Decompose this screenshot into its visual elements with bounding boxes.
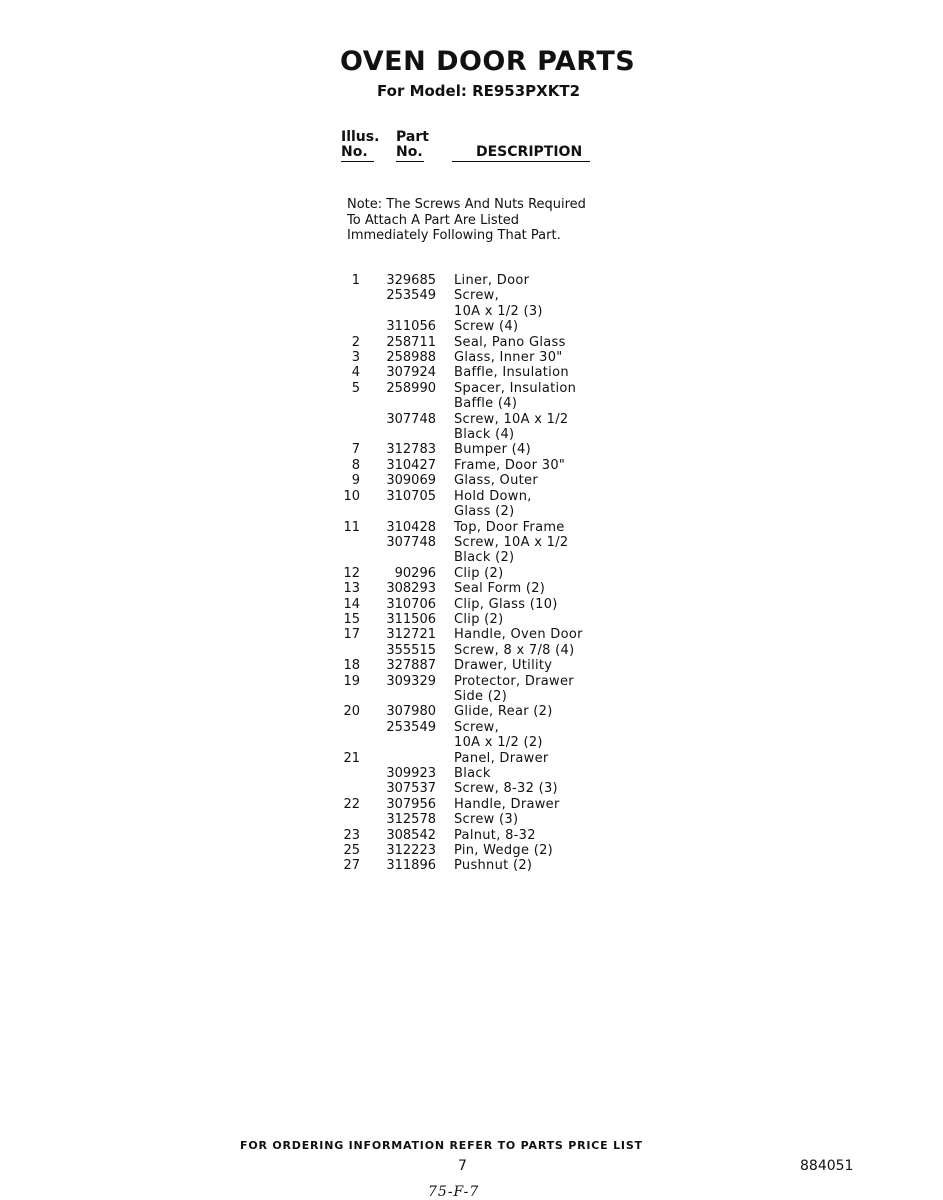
illus-number: 10 bbox=[343, 488, 360, 504]
illus-number: 13 bbox=[343, 581, 360, 597]
screws-note: Note: The Screws And Nuts Required To Attach A Part Are Listed Immediately Following That Part. bbox=[347, 197, 586, 243]
parts-row bbox=[340, 751, 583, 766]
part-description: Seal Form (2) bbox=[454, 581, 546, 597]
part-number: 307980 bbox=[386, 704, 436, 720]
parts-row bbox=[340, 458, 583, 473]
illus-number: 11 bbox=[343, 519, 360, 535]
part-header-line2: No. bbox=[396, 144, 423, 160]
illus-number: 25 bbox=[343, 843, 360, 859]
part-description: Top, Door Frame bbox=[454, 519, 565, 535]
part-header-line1: Part bbox=[396, 129, 429, 145]
part-description: Handle, Drawer bbox=[454, 796, 560, 812]
illus-number: 18 bbox=[343, 658, 360, 674]
parts-row bbox=[340, 288, 583, 319]
part-number: 308542 bbox=[386, 827, 436, 843]
parts-row bbox=[340, 627, 583, 642]
parts-row bbox=[340, 442, 583, 457]
part-number: 307748 bbox=[386, 534, 436, 550]
illus-number: 4 bbox=[351, 365, 360, 381]
illus-number: 3 bbox=[351, 350, 360, 366]
illus-number: 15 bbox=[343, 611, 360, 627]
part-number: 311506 bbox=[386, 611, 436, 627]
part-number: 310428 bbox=[386, 519, 436, 535]
illus-number: 14 bbox=[343, 596, 360, 612]
part-description: Panel, Drawer bbox=[454, 750, 549, 766]
parts-row bbox=[340, 658, 583, 673]
parts-row bbox=[340, 781, 583, 796]
illus-number bbox=[340, 812, 360, 827]
illus-header-line2: No. bbox=[341, 144, 368, 160]
part-number: 312223 bbox=[386, 843, 436, 859]
parts-row bbox=[340, 489, 583, 520]
parts-row bbox=[340, 797, 583, 812]
part-description: Screw (3) bbox=[454, 812, 519, 828]
part-description: Liner, Door bbox=[454, 273, 530, 288]
part-number: 312721 bbox=[386, 627, 436, 643]
part-description: Drawer, Utility bbox=[454, 658, 553, 674]
parts-row bbox=[340, 843, 583, 858]
illus-number bbox=[340, 535, 360, 566]
illus-number: 7 bbox=[351, 442, 360, 458]
header-underline-description bbox=[452, 161, 590, 162]
illus-number: 17 bbox=[343, 627, 360, 643]
illus-number: 22 bbox=[343, 796, 360, 812]
illus-number: 2 bbox=[351, 334, 360, 350]
parts-row bbox=[340, 473, 583, 488]
part-no-header bbox=[396, 130, 429, 160]
parts-row bbox=[340, 381, 583, 412]
part-description: Protector, Drawer Side (2) bbox=[454, 673, 574, 704]
part-description: Hold Down, Glass (2) bbox=[454, 488, 532, 520]
ordering-info: FOR ORDERING INFORMATION REFER TO PARTS PRICE LIST bbox=[240, 1139, 643, 1152]
part-number: 307748 bbox=[386, 411, 436, 427]
parts-row bbox=[340, 643, 583, 658]
parts-row bbox=[340, 335, 583, 350]
model-subtitle: For Model: RE953PXKT2 bbox=[377, 82, 581, 100]
illus-number bbox=[340, 319, 360, 334]
part-description: Pin, Wedge (2) bbox=[454, 843, 554, 859]
illus-number: 8 bbox=[351, 457, 360, 473]
illus-number bbox=[340, 720, 360, 751]
part-number: 312783 bbox=[386, 442, 436, 458]
part-number: 253549 bbox=[386, 719, 436, 735]
part-number: 311896 bbox=[386, 858, 436, 874]
illus-number: 21 bbox=[343, 750, 360, 766]
parts-row bbox=[340, 319, 583, 334]
parts-row bbox=[340, 365, 583, 380]
part-description: Glass, Inner 30" bbox=[454, 350, 563, 366]
part-number: 310706 bbox=[386, 596, 436, 612]
parts-row bbox=[340, 828, 583, 843]
part-description: Screw, 8 x 7/8 (4) bbox=[454, 642, 575, 658]
part-number: 307924 bbox=[386, 365, 436, 381]
parts-row bbox=[340, 520, 583, 535]
part-number: 258988 bbox=[386, 350, 436, 366]
parts-row bbox=[340, 412, 583, 443]
parts-list bbox=[340, 273, 583, 874]
document-number: 884051 bbox=[800, 1158, 854, 1174]
part-description: Palnut, 8-32 bbox=[454, 827, 536, 843]
part-number: 90296 bbox=[394, 565, 436, 581]
part-description: Screw, 10A x 1/2 (2) bbox=[454, 719, 543, 751]
part-description: Screw, 10A x 1/2 Black (4) bbox=[454, 411, 569, 443]
illus-number: 19 bbox=[343, 673, 360, 689]
parts-row bbox=[340, 858, 583, 873]
parts-row bbox=[340, 566, 583, 581]
part-number: 309329 bbox=[386, 673, 436, 689]
illus-number: 23 bbox=[343, 827, 360, 843]
parts-row bbox=[340, 766, 583, 781]
part-description: Black bbox=[454, 766, 491, 781]
parts-row bbox=[340, 720, 583, 751]
part-number bbox=[360, 751, 436, 766]
illus-number bbox=[340, 766, 360, 781]
header-underline-part bbox=[396, 161, 424, 162]
illus-no-header bbox=[341, 130, 379, 160]
parts-row bbox=[340, 597, 583, 612]
part-description: Baffle, Insulation bbox=[454, 365, 569, 381]
part-description: Screw (4) bbox=[454, 319, 519, 335]
parts-row bbox=[340, 535, 583, 566]
part-description: Handle, Oven Door bbox=[454, 627, 583, 643]
part-description: Clip, Glass (10) bbox=[454, 596, 558, 612]
parts-row bbox=[340, 674, 583, 705]
illus-number: 20 bbox=[343, 704, 360, 720]
description-header: DESCRIPTION bbox=[476, 144, 583, 160]
part-number: 258990 bbox=[386, 380, 436, 396]
header-underline-illus bbox=[341, 161, 374, 162]
illus-number: 27 bbox=[343, 858, 360, 874]
part-description: Glide, Rear (2) bbox=[454, 704, 553, 720]
illus-number bbox=[340, 643, 360, 658]
illus-number bbox=[340, 781, 360, 796]
part-number: 310427 bbox=[386, 457, 436, 473]
part-number: 309923 bbox=[386, 766, 436, 781]
illus-header-line1: Illus. bbox=[341, 129, 380, 145]
part-description: Clip (2) bbox=[454, 611, 504, 627]
part-number: 311056 bbox=[386, 319, 436, 335]
part-number: 329685 bbox=[386, 273, 436, 288]
illus-number: 9 bbox=[351, 473, 360, 489]
part-description: Screw, 10A x 1/2 Black (2) bbox=[454, 534, 569, 566]
part-description: Pushnut (2) bbox=[454, 858, 533, 874]
part-description: Bumper (4) bbox=[454, 442, 531, 458]
part-number: 307956 bbox=[386, 796, 436, 812]
part-number: 355515 bbox=[386, 642, 436, 658]
part-number: 312578 bbox=[386, 812, 436, 828]
part-description: Clip (2) bbox=[454, 565, 504, 581]
illus-number: 12 bbox=[343, 565, 360, 581]
part-number: 308293 bbox=[386, 581, 436, 597]
illus-number: 5 bbox=[351, 380, 360, 396]
part-number: 309069 bbox=[386, 473, 436, 489]
part-description: Seal, Pano Glass bbox=[454, 334, 566, 350]
part-description: Frame, Door 30" bbox=[454, 457, 566, 473]
parts-row bbox=[340, 273, 583, 288]
part-number: 327887 bbox=[386, 658, 436, 674]
parts-row bbox=[340, 612, 583, 627]
parts-row bbox=[340, 704, 583, 719]
handwritten-note: 75-F-7 bbox=[428, 1184, 480, 1200]
part-description: Screw, 10A x 1/2 (3) bbox=[454, 288, 543, 319]
part-description: Glass, Outer bbox=[454, 473, 538, 489]
part-number: 310705 bbox=[386, 488, 436, 504]
part-number: 253549 bbox=[386, 288, 436, 304]
parts-row bbox=[340, 812, 583, 827]
parts-row bbox=[340, 350, 583, 365]
part-description: Screw, 8-32 (3) bbox=[454, 781, 558, 797]
part-number: 307537 bbox=[386, 781, 436, 797]
page-number: 7 bbox=[458, 1158, 467, 1174]
parts-row bbox=[340, 581, 583, 596]
part-description: Spacer, Insulation Baffle (4) bbox=[454, 380, 577, 412]
illus-number bbox=[340, 288, 360, 319]
illus-number bbox=[340, 412, 360, 443]
part-number: 258711 bbox=[386, 334, 436, 350]
page-title: OVEN DOOR PARTS bbox=[340, 46, 636, 77]
illus-number: 1 bbox=[351, 273, 360, 288]
